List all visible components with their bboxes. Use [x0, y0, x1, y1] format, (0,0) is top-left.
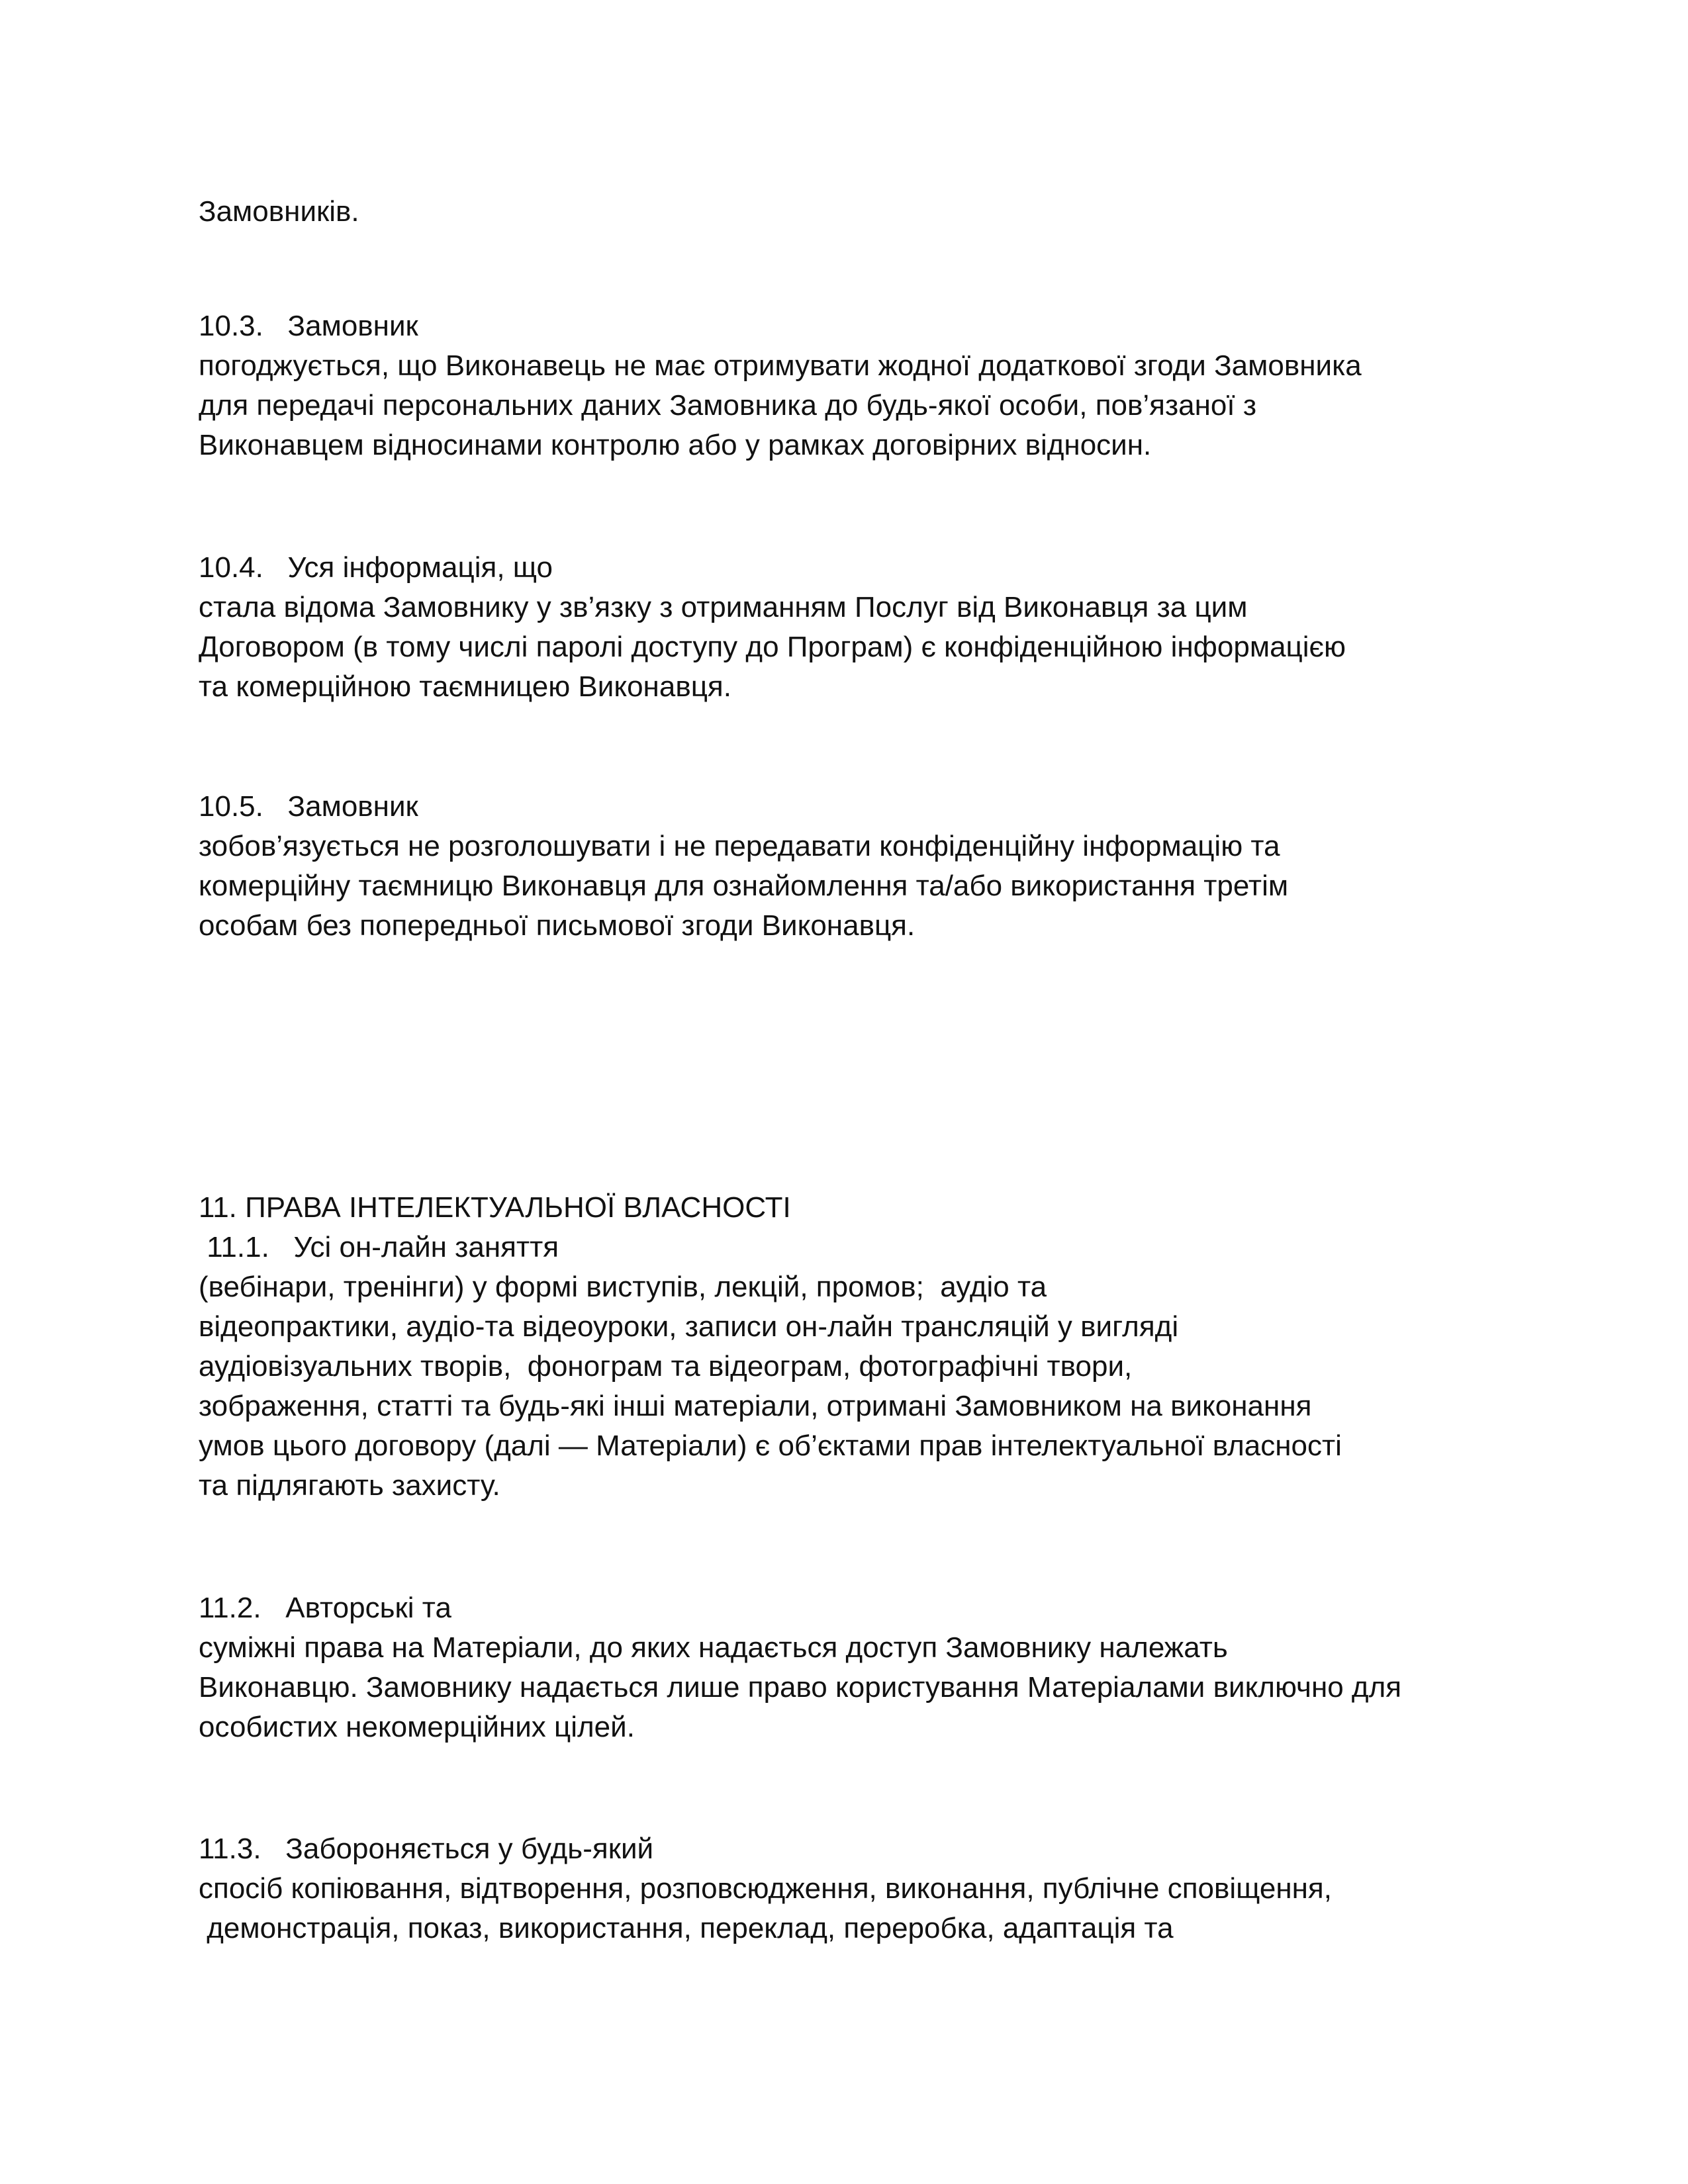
paragraph-line: та комерційною таємницею Виконавця. — [199, 670, 731, 703]
paragraph-line: погоджується, що Виконавець не має отримувати жодної додаткової згоди Замовника — [199, 349, 1362, 382]
paragraph-line: спосіб копіювання, відтворення, розповсюдження, виконання, публічне сповіщення, — [199, 1872, 1332, 1905]
section-heading: 10.4. Уся інформація, що — [199, 551, 553, 584]
section-11-2 — [0, 1588, 1688, 1747]
section-10-4 — [0, 548, 1688, 707]
section-11-3 — [0, 1829, 1688, 1948]
paragraph-line: стала відома Замовнику у зв’язку з отриманням Послуг від Виконавця за цим — [199, 591, 1248, 623]
paragraph-line: зобов’язується не розголошувати і не передавати конфіденційну інформацію та — [199, 830, 1280, 862]
continuation-text: Замовників. — [199, 195, 359, 228]
paragraph-line: та підлягають захисту. — [199, 1469, 500, 1502]
paragraph-line: особам без попередньої письмової згоди Виконавця. — [199, 909, 915, 942]
paragraph-line: Договором (в тому числі паролі доступу до Програм) є конфіденційною інформацією — [199, 631, 1346, 663]
paragraph-line: зображення, статті та будь-які інші матеріали, отримані Замовником на виконання — [199, 1390, 1312, 1422]
section-heading: 11.1. Усі он-лайн заняття — [199, 1231, 559, 1263]
paragraph-line: суміжні права на Матеріали, до яких надається доступ Замовнику належать — [199, 1631, 1228, 1664]
section-10-5 — [0, 787, 1688, 946]
section-10-3 — [0, 306, 1688, 465]
section-heading: 11.2. Авторські та — [199, 1592, 451, 1624]
paragraph-line: демонстрація, показ, використання, переклад, переробка, адаптація та — [199, 1912, 1174, 1944]
paragraph-line: (вебінари, тренінги) у формі виступів, лекцій, промов; аудіо та — [199, 1271, 1047, 1303]
section-heading: 10.3. Замовник — [199, 310, 418, 342]
paragraph-line: Виконавцю. Замовнику надається лише право користування Матеріалами виключно для — [199, 1671, 1402, 1704]
paragraph-line: для передачі персональних даних Замовника до будь-якої особи, пов’язаної з — [199, 389, 1257, 422]
section-heading: 10.5. Замовник — [199, 790, 418, 823]
paragraph-line: особистих некомерційних цілей. — [199, 1711, 635, 1743]
section-11 — [0, 1188, 1688, 1506]
paragraph-line: Виконавцем відносинами контролю або у рамках договірних відносин. — [199, 429, 1152, 461]
paragraph-line: комерційну таємницю Виконавця для ознайомлення та/або використання третім — [199, 870, 1289, 902]
section-title: 11. ПРАВА ІНТЕЛЕКТУАЛЬНОЇ ВЛАСНОСТІ — [199, 1191, 791, 1224]
paragraph-line: умов цього договору (далі — Матеріали) є об’єктами прав інтелектуальної власності — [199, 1430, 1342, 1462]
section-heading: 11.3. Забороняється у будь-який — [199, 1833, 654, 1865]
paragraph-line: аудіовізуальних творів, фонограм та відеограм, фотографічні твори, — [199, 1350, 1133, 1383]
paragraph-line: відеопрактики, аудіо-та відеоуроки, записи он-лайн трансляцій у вигляді — [199, 1310, 1179, 1343]
